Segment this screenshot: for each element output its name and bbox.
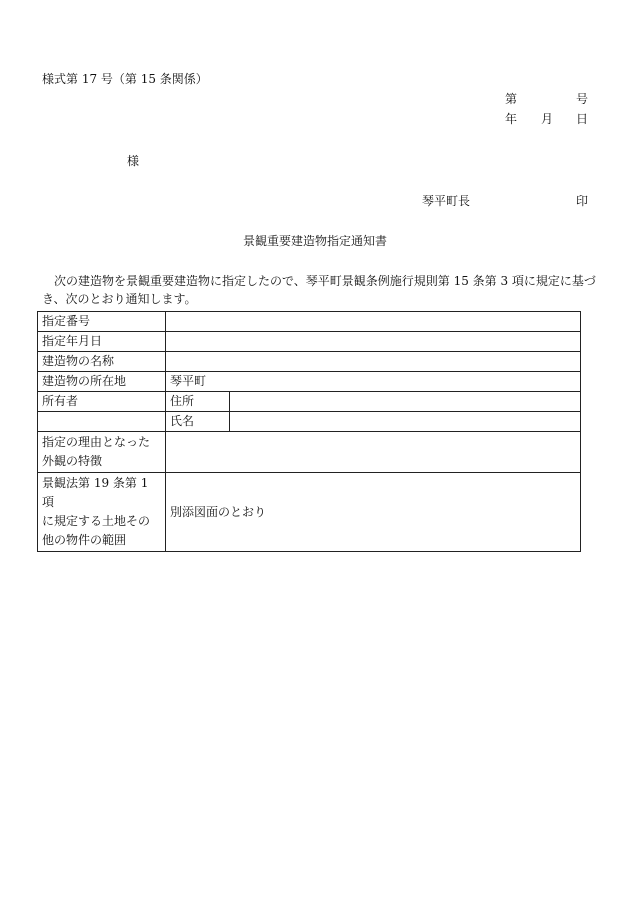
designation-date-label: 指定年月日 — [38, 332, 166, 352]
notice-body-line-1: 次の建造物を景観重要建造物に指定したので、琴平町景観条例施行規則第 15 条第 3 項に規定に基づ — [54, 274, 596, 288]
document-number-prefix: 第 — [505, 92, 518, 106]
reason-label — [38, 432, 166, 473]
owner-label-blank — [38, 412, 166, 432]
owner-address-label: 住所 — [166, 392, 230, 412]
owner-name-label: 氏名 — [166, 412, 230, 432]
addressee-honorific: 様 — [127, 154, 140, 168]
scope-value: 別添図面のとおり — [166, 473, 581, 552]
notification-table — [37, 311, 581, 552]
building-location-value: 琴平町 — [166, 372, 581, 392]
reason-label-line-1: 指定の理由となった — [42, 435, 151, 449]
building-name-value — [166, 352, 581, 372]
table-row — [38, 412, 581, 432]
table-row — [38, 392, 581, 412]
scope-label — [38, 473, 166, 552]
document-title: 景観重要建造物指定通知書 — [242, 234, 387, 248]
form-number: 様式第 17 号（第 15 条関係） — [42, 72, 208, 86]
reason-value — [166, 432, 581, 473]
building-location-label: 建造物の所在地 — [38, 372, 166, 392]
owner-address-value — [230, 392, 581, 412]
scope-label-line-1: 景観法第 19 条第 1 項 — [42, 476, 149, 509]
designation-number-label: 指定番号 — [38, 312, 166, 332]
document-number-suffix: 号 — [576, 92, 589, 106]
designation-number-value — [166, 312, 581, 332]
scope-label-line-2: に規定する土地その — [42, 514, 151, 528]
date-day: 日 — [576, 112, 589, 126]
owner-name-value — [230, 412, 581, 432]
designation-date-value — [166, 332, 581, 352]
table-row — [38, 332, 581, 352]
table-row — [38, 352, 581, 372]
date-month: 月 — [541, 112, 554, 126]
notice-body-line-2: き、次のとおり通知します。 — [42, 292, 197, 306]
seal-mark: 印 — [576, 194, 589, 208]
notice-body — [42, 272, 596, 308]
building-name-label: 建造物の名称 — [38, 352, 166, 372]
table-row — [38, 432, 581, 473]
table-row — [38, 473, 581, 552]
scope-label-line-3: 他の物件の範囲 — [42, 533, 127, 547]
table-row — [38, 312, 581, 332]
owner-label: 所有者 — [38, 392, 166, 412]
issuer-name: 琴平町長 — [422, 194, 471, 208]
reason-label-line-2: 外観の特徴 — [42, 454, 103, 468]
date-year: 年 — [505, 112, 518, 126]
table-row — [38, 372, 581, 392]
